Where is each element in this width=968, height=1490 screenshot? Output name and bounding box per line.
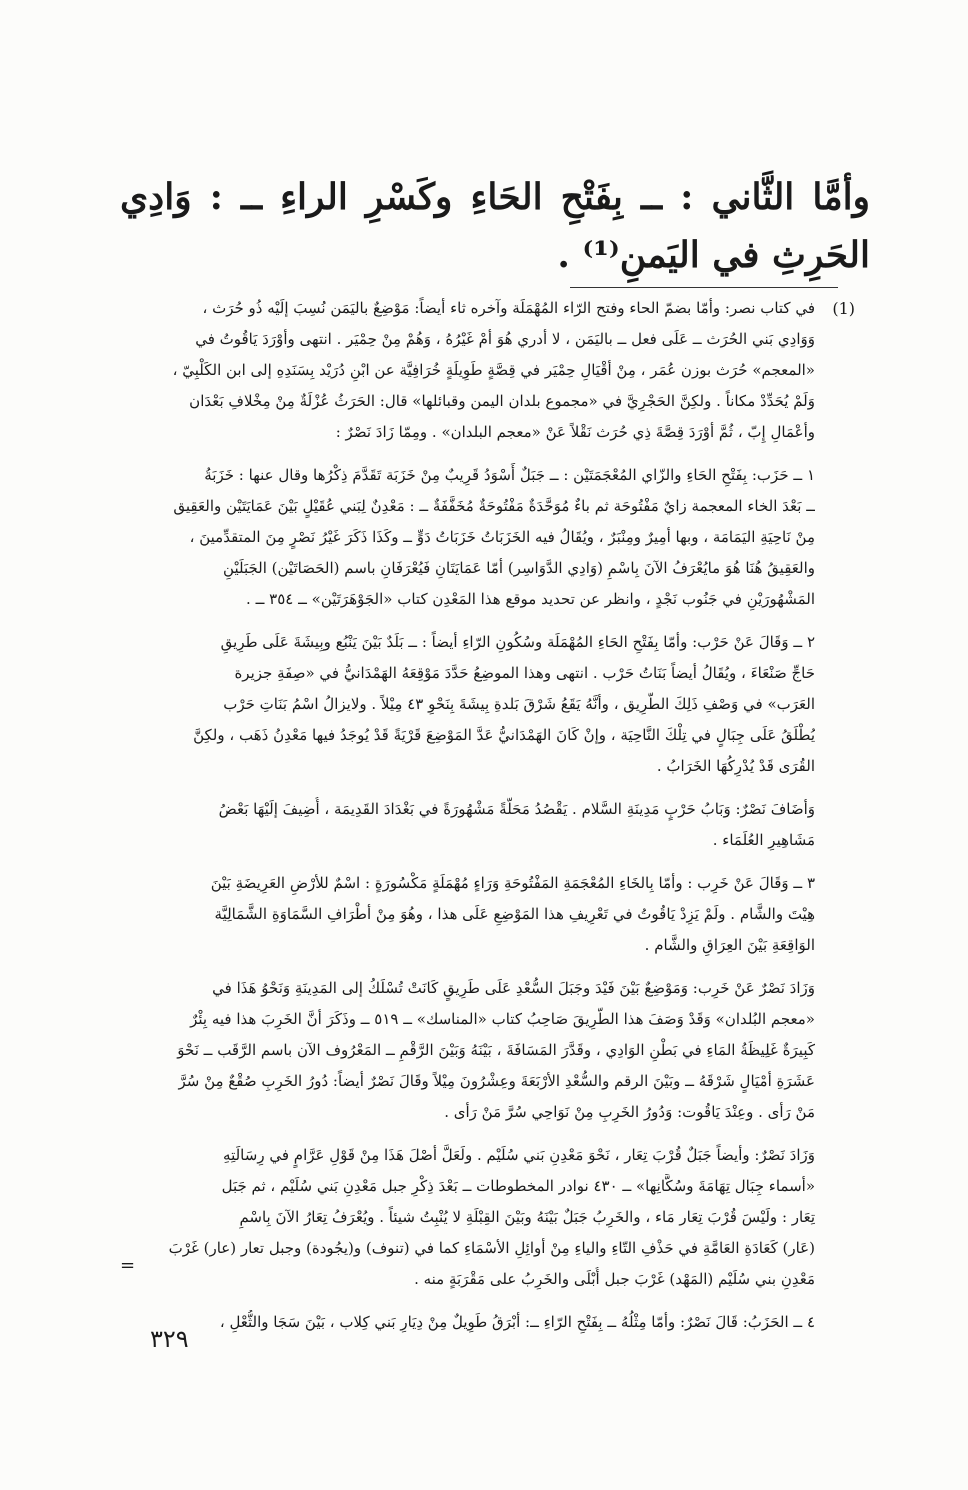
footnote-line: وأعْمَالِ إِبّ ، ثُمَّ أوْرَدَ قِصَّةَ ذِي حُرَث نَقْلاً عَنْ «معجم البلدان» . ومِمّا زَادَ نَصْرٌ : xyxy=(335,423,815,441)
footnote-line: والعَقِيقُ هُنَا هُوَ مايُعْرَفُ الآنَ بِاسْمِ (وَادِي الدَّوَاسِر) أمّا عَمَايَتَانِ فَيُعْرَفَانِ باسم (الحَصَاتَيْن) الجَبَلَيْنِ xyxy=(223,559,815,577)
footnote-line: وَأضَافَ نَصْرٌ: وَبَابُ حَرْبٍ مَدِينَةِ السَّلام . يَقْصُدُ مَحَلَّةً مَشْهُورَةً في بَغْدَادَ القَدِيمَة ، أُضِيفَ إلَيْهَا بَعْضُ xyxy=(218,800,815,818)
continuation-marker: = xyxy=(120,1255,136,1276)
footnote-line: وَلَمْ يُحَدِّدْ مكاناً . ولكِنَّ الحَجْرِيَّ في «مجموع بلدان اليمن وقبائلها» قال: الحَرَثُ عُزْلَةٌ مِنْ مِخْلافِ بَعْدَان xyxy=(189,392,815,410)
footnote-line: ــ بَعْدَ الخاء المعجمة زايٌ مَفْتُوحَة ثم باءٌ مُوَحَّدَةٌ مَفْتُوحَةٌ مُخَفَّفَةٌ ــ : مَعْدِنٌ لِبَني عُقَيْلٍ بَيْنَ عَمَايَتَيْن والعَقِيق xyxy=(173,497,815,515)
footnote-line: ١ ــ حَزَب: بِفَتْحِ الحَاءِ والزّاي المُعْجَمَتَيْن : ــ جَبَلٌ أَسْوَدُ قَرِيبٌ مِنْ خَزَبَة تَقَدَّمَ ذِكْرُها وقال عنها : خَزَبَةُ xyxy=(204,466,815,484)
footnote-marker: (1) xyxy=(832,299,855,318)
footnote-line: وَزَادَ نَصْرٌ عَنْ خَرِب: وَمَوْضِعٌ بَيْنَ فَيْدَ وجَبَلَ السُّعْدِ عَلَى طَرِيقٍ كَانَتْ تُسْلَكُ إلى المَدِينَةِ وَنَحْوُ هَذَا في xyxy=(212,979,815,997)
footnote-line: وَوَادِي بَني الحُرَث ــ عَلَى فعل ــ باليَمَن ، لا أدري هُوَ أمْ غَيْرُهُ ، وَهُمْ مِنْ حِمْيَر . انتهى وأوْرَدَ يَاقُوتُ في xyxy=(195,330,815,348)
footnote-line: ٢ ــ وَقَالَ عَنْ حَرْب: وأمّا بِفَتْحِ الحَاءِ المُهْمَلَة وسُكُونِ الرّاءِ أيضاً : ــ بَلَدٌ بَيْنَ يَنْبُع وبِيشَةَ عَلَى طَرِيقِ xyxy=(220,633,815,651)
footnote-line: وَزَادَ نَصْرٌ: وأيضاً جَبَلٌ قُرْبَ تِعَار ، نَحْوَ مَعْدِنِ بَني سُلَيْم . ولَعَلَّ أصْلَ هَذَا مِنْ قَوْلِ عَرَّامٍ في رِسَالَتِهِ xyxy=(223,1146,815,1164)
footnote-divider xyxy=(570,287,838,288)
footnote-line: (عَار) كَعَادَةِ العَامَّةِ في حَذْفِ التّاءِ والياءِ مِنْ أوائِلِ الأسْمَاءِ كما في (تنوف) و(يجُودة) وجبل تعار (عار) غَرْبَ xyxy=(168,1239,815,1257)
footnote-line: هِيْتَ والشَّام . ولَمْ يَزِدْ يَاقُوتُ في تَعْرِيفِ هذا المَوْضِعِ عَلَى هذا ، وهُوَ مِنْ أطْرَافِ السَّمَاوَةِ الشَّمَالِيَّة xyxy=(214,905,815,923)
footnote-line: عَشَرَةِ أمْيَالٍ شَرْقَهُ ــ وبَيْنَ الرقم والسُّعْدِ الأرْبَعَةَ وعِشْرُونَ مِيْلاً وقَالَ نَصْرٌ أيضاً: دُورُ الخَرِبِ صُقْعٌ مِنْ سُرَّ xyxy=(178,1072,815,1090)
footnote-line: «أسماء جِبَال تِهَامَةَ وسُكَّانِها» ــ ٤٣٠ نوادر المخطوطات ــ بَعْدَ ذِكْرِ جبل مَعْدِنِ بَني سُلَيْم ، ثم جَبَل xyxy=(221,1177,815,1195)
footnote-line: تِعَار : ولَيْسَ قُرْبَ تِعَار مَاء ، والخَرِبُ جَبَلٌ بَيْنَهُ وبَيْنَ القِبْلَةِ لا يُنْبِتُ شيئاً . ويُعْرَفُ تِعَارُ الآنَ بِاسْمِ xyxy=(239,1208,815,1226)
footnote-line: ٣ ــ وَقَالَ عَنْ خَرِب : وأمّا بِالخَاءِ المُعْجَمَةِ المَفْتُوحَةِ وَرَاءٍ مُهْمَلَةٍ مَكْسُورَةٍ : اسْمٌ للأرْضِ العَرِيضَةِ بَيْنَ xyxy=(210,874,815,892)
main-heading: وأمَّا الثَّاني : ــ بِفَتْحِ الحَاءِ وكَسْرِ الراءِ ــ : وَادِي الحَرِثِ في اليَمنِ⁽¹⁾ . xyxy=(120,176,870,276)
footnote-line: المَشْهُورَيْنِ في جَنُوب نَجْدٍ ، وانظر عن تحديد موقع هذا المَعْدِن كتاب «الجَوْهَرَتَيْن» ــ ٣٥٤ ــ . xyxy=(246,590,815,608)
footnote-line: مَعْدِنِ بني سُلَيْم (المَهْد) غَرْبَ جبل أُبْلَى والخَرِبُ على مَقْرَبَةٍ منه . xyxy=(414,1270,815,1288)
footnote-line: «المعجم» حُرَث بوزن عُمَر ، مِنْ أقْيَالِ حِمْيَر في قِصَّةٍ طَوِيلَةٍ خُرَافِيَّة عن ابْنِ دُرَيْد بِسَنَدِهِ إلى ابن الكَلْبِيّ ، xyxy=(172,361,815,379)
footnote-line: مَشَاهِيرِ العُلَمَاء . xyxy=(712,831,815,849)
footnote-line: حَاجِّ صَنْعَاءَ ، ويُقَالُ أيضاً بَنَاتُ حَرْب . انتهى وهذا الموضِعُ حَدَّدَ مَوْقِعَهُ الهَمْدَانيُّ في «صِفَةِ جزيرة xyxy=(234,664,815,682)
footnote-line: القُرَى قَدْ يُدْرِكُهَا الخَرَابُ . xyxy=(656,757,815,775)
footnote-line: يُطْلَقُ عَلَى جِبَالٍ في تِلْكَ النَّاحِيَة ، وإنْ كَانَ الهَمْدَانيُّ عَدَّ المَوْضِعَ قَرْيَةً قَدْ يُوجَدُ فيها مَعْدِنُ ذَهَب ، ولكِنَّ xyxy=(193,726,815,744)
footnote-line: «معجم البُلدان» وَقَدْ وَصَفَ هذا الطَّرِيقَ صَاحِبُ كتاب «المناسك» ــ ٥١٩ ــ وذَكَرَ أنَّ الخَرِبَ هذا فيه بِئْرٌ xyxy=(190,1010,815,1028)
footnote-line: كَبِيرَةٌ غَلِيظَةُ المَاءِ في بَطْنِ الوَادِي ، وقَدَّرَ المَسَافَةَ ، بَيْنَهُ وَبَيْنَ الرَّقْمِ ــ المَعْرُوف الآن باسم الرَّقَب ــ نَحْوَ xyxy=(177,1041,815,1059)
footnote-line: مَنْ رَأى . وعِنْدَ يَاقُوت: وَدُورُ الخَرِبِ مِنْ نَوَاحِي سُرَّ مَنْ رَأى . xyxy=(444,1103,815,1121)
page-number: ٣٢٩ xyxy=(150,1325,189,1353)
footnote-line: ٤ ــ الحَزَبُ: قَالَ نَصْرٌ: وأمّا مِثْلُهُ ــ بِفَتْحِ الرّاءِ ــ: أبْرَقُ طَوِيلٌ مِنْ دِيَارِ بَني كِلاب ، بَيْنَ سَجَا والثُّعْلِ ، xyxy=(219,1313,815,1331)
footnote-line: العَرَب» في وَصْفِ ذَلِكَ الطَّرِيق ، وأنَّهُ يَقَعُ شَرْقَ بَلدةِ بِيشَةَ بِنَحْوِ ٤٣ مِيْلاً . ولايزالُ اسْمُ بَنَاتِ حَرْب xyxy=(223,695,815,713)
footnote-line: في كتاب نصر: وأمّا بضمّ الحاء وفتح الرّاء المُهْمَلَة وآخره ثاء أيضاً: مَوْضِعٌ باليَمَن نُسِبَ إلَيْه ذُو حُرَث ، xyxy=(202,299,815,317)
footnote-line: الوَاقِعَةِ بَيْنَ العِرَاقِ والشَّام . xyxy=(644,936,815,954)
footnote-line: مِنْ نَاحِيَةِ اليَمَامَة ، وبها أمِيرٌ ومِنْبَرٌ ، ويُقَالُ فيه الخَزَبَاتُ خَزَبَاتُ دَوٍّ ــ وكَذَا ذَكَرَ غَيْرُ نَصْرٍ مِنَ المتقدِّمينَ ، xyxy=(189,528,815,546)
